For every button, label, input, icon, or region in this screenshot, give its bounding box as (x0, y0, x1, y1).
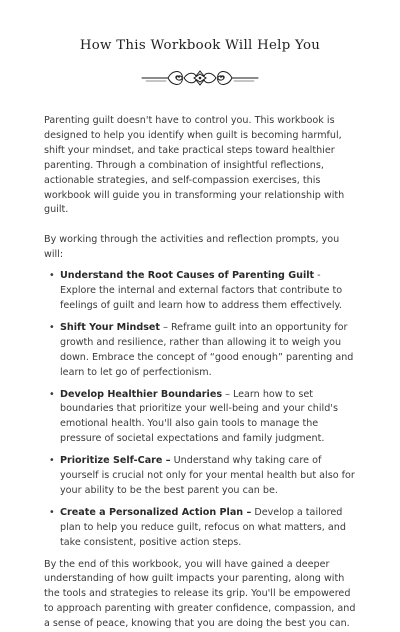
benefit-title: Prioritize Self-Care – (60, 455, 171, 467)
list-item (49, 454, 356, 499)
benefit-title: Understand the Root Causes of Parenting Guilt (60, 270, 315, 282)
benefit-separator: – (222, 388, 233, 400)
intro-paragraph: Parenting guilt doesn't have to control you. This workbook is designed to help you identify when guilt is becoming harmful, shift your mindset, and take practical steps toward healthier parenting. Through a combination of insightful reflections, actionable strategies, and self-compassion exercises, this workbook will guide you in transforming your relationship with guilt. (44, 115, 345, 216)
flourish-ornament-icon (140, 67, 260, 89)
benefit-separator: - (314, 270, 321, 282)
bullet-icon: • (49, 455, 55, 467)
bullet-icon: • (49, 270, 55, 282)
benefit-text: Develop a tailored plan to help you reduce guilt, refocus on what matters, and take consistent, positive action steps. (60, 506, 346, 548)
benefit-separator: – (160, 321, 171, 333)
list-item (49, 321, 356, 381)
lead-in-text: By working through the activities and reflection prompts, you will: (44, 234, 340, 261)
list-item (49, 269, 356, 314)
list-item (49, 506, 356, 551)
benefit-title: Create a Personalized Action Plan – (60, 506, 252, 518)
benefit-title: Develop Healthier Boundaries (60, 388, 223, 400)
closing-paragraph: By the end of this workbook, you will have gained a deeper understanding of how guilt impacts your parenting, along with the tools and strategies to release its grip. You'll be empowered to approach parenting with greater confidence, compassion, and a sense of peace, knowing that you are doing the best you can. (44, 558, 356, 630)
bullet-icon: • (49, 506, 55, 518)
benefit-title: Shift Your Mindset (60, 321, 161, 333)
benefit-text: Explore the internal and external factors that contribute to feelings of guilt and learn how to address them effectively. (60, 285, 343, 311)
benefit-text: Reframe guilt into an opportunity for growth and resilience, rather than allowing it to weigh you down. Embrace the concept of “good enough” parenting and learn to let go of perfectionism. (60, 321, 354, 378)
page-title: How This Workbook Will Help You (79, 38, 321, 53)
benefit-text: Learn how to set boundaries that prioritize your well-being and your child's emotional health. You'll also gain tools to manage the pressure of societal expectations and family judgment. (60, 388, 338, 445)
list-item (49, 388, 356, 448)
benefit-text: Understand why taking care of yourself is crucial not only for your mental health but also for your ability to be the best parent you can be. (60, 455, 355, 496)
bullet-icon: • (49, 321, 55, 333)
bullet-icon: • (49, 388, 55, 400)
benefits-list (44, 269, 356, 550)
